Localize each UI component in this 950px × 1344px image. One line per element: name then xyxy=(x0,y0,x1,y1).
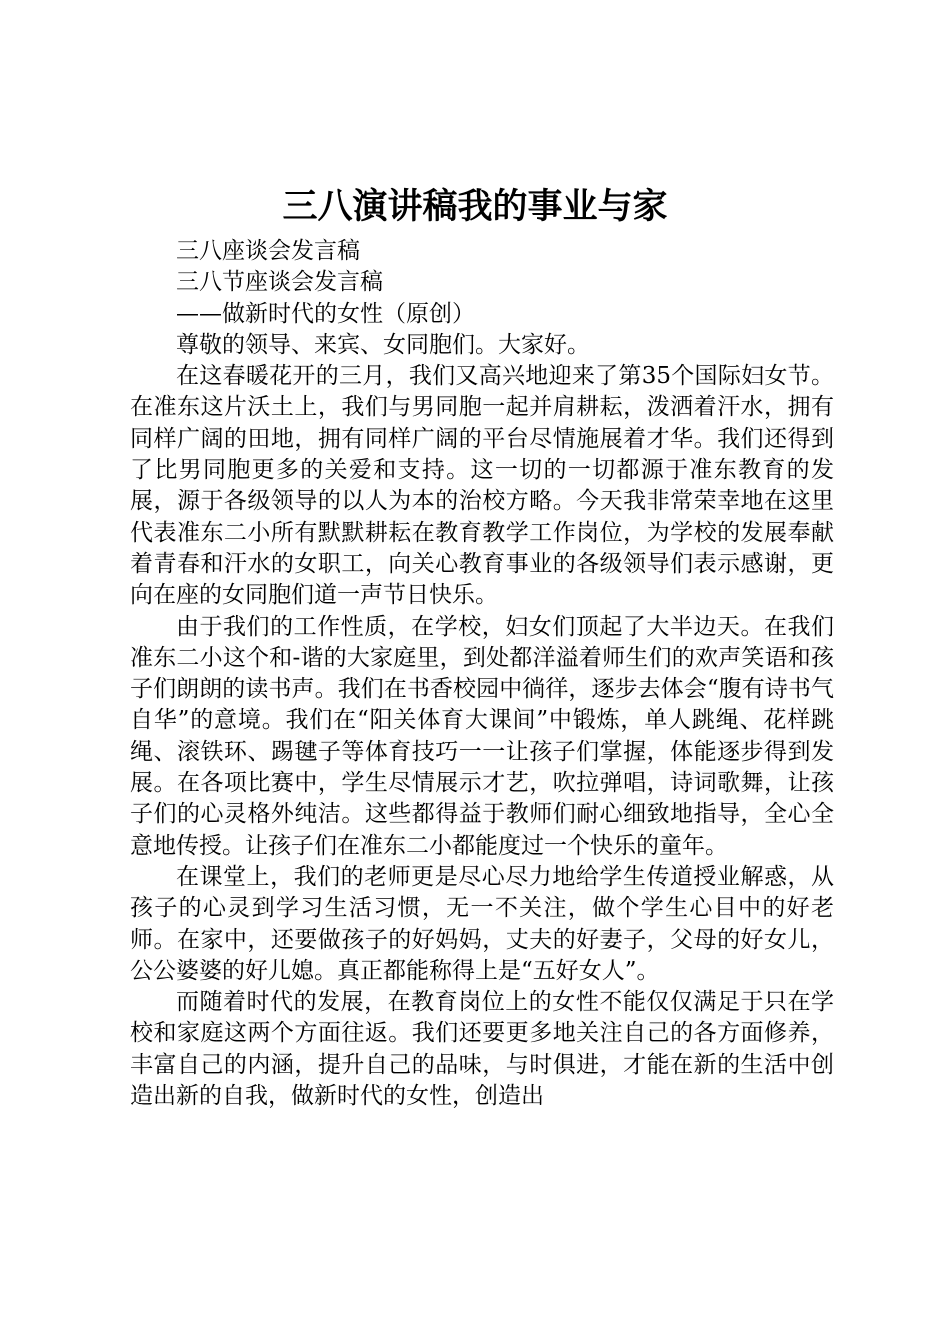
document-body xyxy=(130,236,834,1112)
paragraph-subtitle-1: 三八座谈会发言稿 xyxy=(176,238,360,264)
paragraph-subtitle-3: ——做新时代的女性（原创） xyxy=(176,300,475,327)
paragraph-subtitle-2: 三八节座谈会发言稿 xyxy=(176,269,383,296)
paragraph-body: 在课堂上，我们的老师更是尽心尽力地给学生传道授业解惑，从孩子的心灵到学习生活习惯，无一不关注，做个学生心目中的好老师。在家中，还要做孩子的好妈妈，丈夫的好妻子，父母的好女儿，公公婆婆的好儿媳。真正都能称得上是“五好女人”。 xyxy=(130,863,834,984)
paragraph-greeting: 尊敬的领导、来宾、女同胞们。大家好。 xyxy=(176,331,590,358)
paragraph-body: 在这春暖花开的三月，我们又高兴地迎来了第35个国际妇女节。在准东这片沃土上，我们与男同胞一起并肩耕耘，泼洒着汗水，拥有同样广阔的田地，拥有同样广阔的平台尽情施展着才华。我们还得到了比男同胞更多的关爱和支持。这一切的一切都源于准东教育的发展，源于各级领导的以人为本的治校方略。今天我非常荣幸地在这里代表准东二小所有默默耕耘在教育教学工作岗位，为学校的发展奉献着青春和汗水的女职工，向关心教育事业的各级领导们表示感谢，更向在座的女同胞们道一声节日快乐。 xyxy=(130,363,834,609)
document-title: 三八演讲稿我的事业与家 xyxy=(282,186,668,227)
paragraph-body: 由于我们的工作性质，在学校，妇女们顶起了大半边天。在我们准东二小这个和-谐的大家庭里，到处都洋溢着师生们的欢声笑语和孩子们朗朗的读书声。我们在书香校园中徜徉，逐步去体会“腹有诗书气自华”的意境。我们在“阳关体育大课间”中锻炼，单人跳绳、花样跳绳、滚铁环、踢毽子等体育技巧一一让孩子们掌握，体能逐步得到发展。在各项比赛中，学生尽情展示才艺，吹拉弹唱，诗词歌舞，让孩子们的心灵格外纯洁。这些都得益于教师们耐心细致地指导，全心全意地传授。让孩子们在准东二小都能度过一个快乐的童年。 xyxy=(130,613,834,859)
paragraph-body: 而随着时代的发展，在教育岗位上的女性不能仅仅满足于只在学校和家庭这两个方面往返。我们还要更多地关注自己的各方面修养，丰富自己的内涵，提升自己的品味，与时俱进，才能在新的生活中创造出新的自我，做新时代的女性，创造出 xyxy=(130,989,834,1110)
